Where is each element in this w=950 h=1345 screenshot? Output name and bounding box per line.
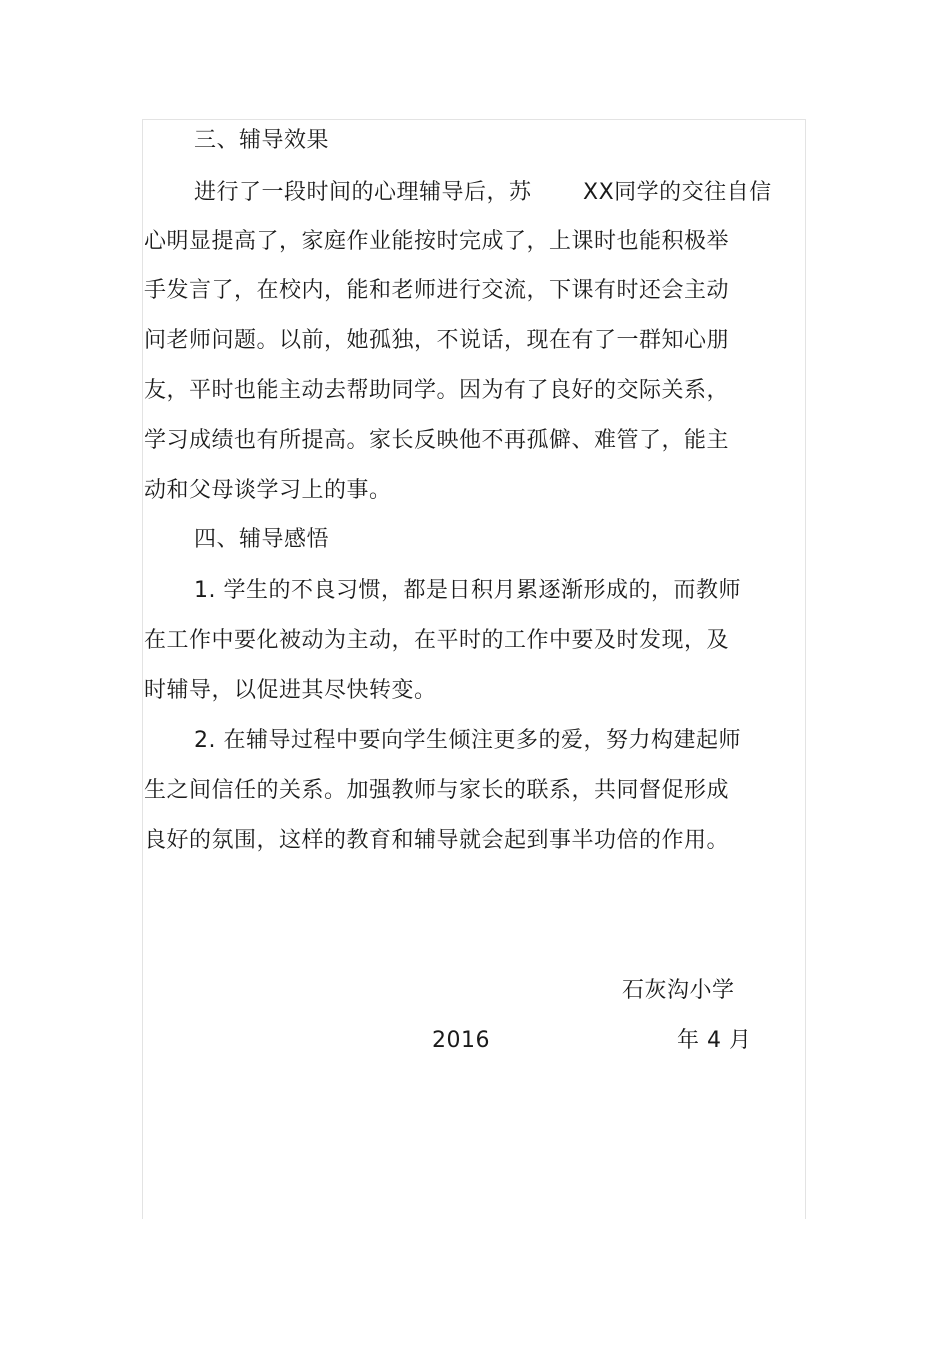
section3-para-line3: 手发言了，在校内，能和老师进行交流，下课有时还会主动	[144, 278, 730, 303]
section3-para-line6: 学习成绩也有所提高。家长反映他不再孤僻、难管了，能主	[144, 428, 730, 453]
section4-item2-line1: 2. 在辅导过程中要向学生倾注更多的爱，努力构建起师	[194, 728, 741, 753]
section4-item1-line3: 时辅导，以促进其尽快转变。	[144, 678, 437, 703]
section3-para-line7: 动和父母谈学习上的事。	[144, 478, 392, 503]
section4-item1-line1: 1. 学生的不良习惯，都是日积月累逐渐形成的，而教师	[194, 578, 741, 603]
section3-para-line5: 友，平时也能主动去帮助同学。因为有了良好的交际关系，	[144, 378, 730, 403]
section3-heading: 三、辅导效果	[194, 128, 330, 153]
signature-year: 2016	[432, 1028, 490, 1053]
section3-para-line4: 问老师问题。以前，她孤独，不说话，现在有了一群知心朋	[144, 328, 730, 353]
section4-item1-line2: 在工作中要化被动为主动，在平时的工作中要及时发现，及	[144, 628, 730, 653]
section3-para-line1b: XX同学的交往自信	[583, 180, 772, 205]
section3-para-line2: 心明显提高了，家庭作业能按时完成了，上课时也能积极举	[144, 229, 730, 254]
section4-item2-line3: 良好的氛围，这样的教育和辅导就会起到事半功倍的作用。	[144, 828, 730, 853]
signature-school: 石灰沟小学	[622, 978, 735, 1003]
signature-month: 年 4 月	[677, 1028, 752, 1053]
section4-item2-line2: 生之间信任的关系。加强教师与家长的联系，共同督促形成	[144, 778, 730, 803]
section3-para-line1a: 进行了一段时间的心理辅导后，苏	[194, 180, 532, 205]
section4-heading: 四、辅导感悟	[194, 527, 330, 552]
